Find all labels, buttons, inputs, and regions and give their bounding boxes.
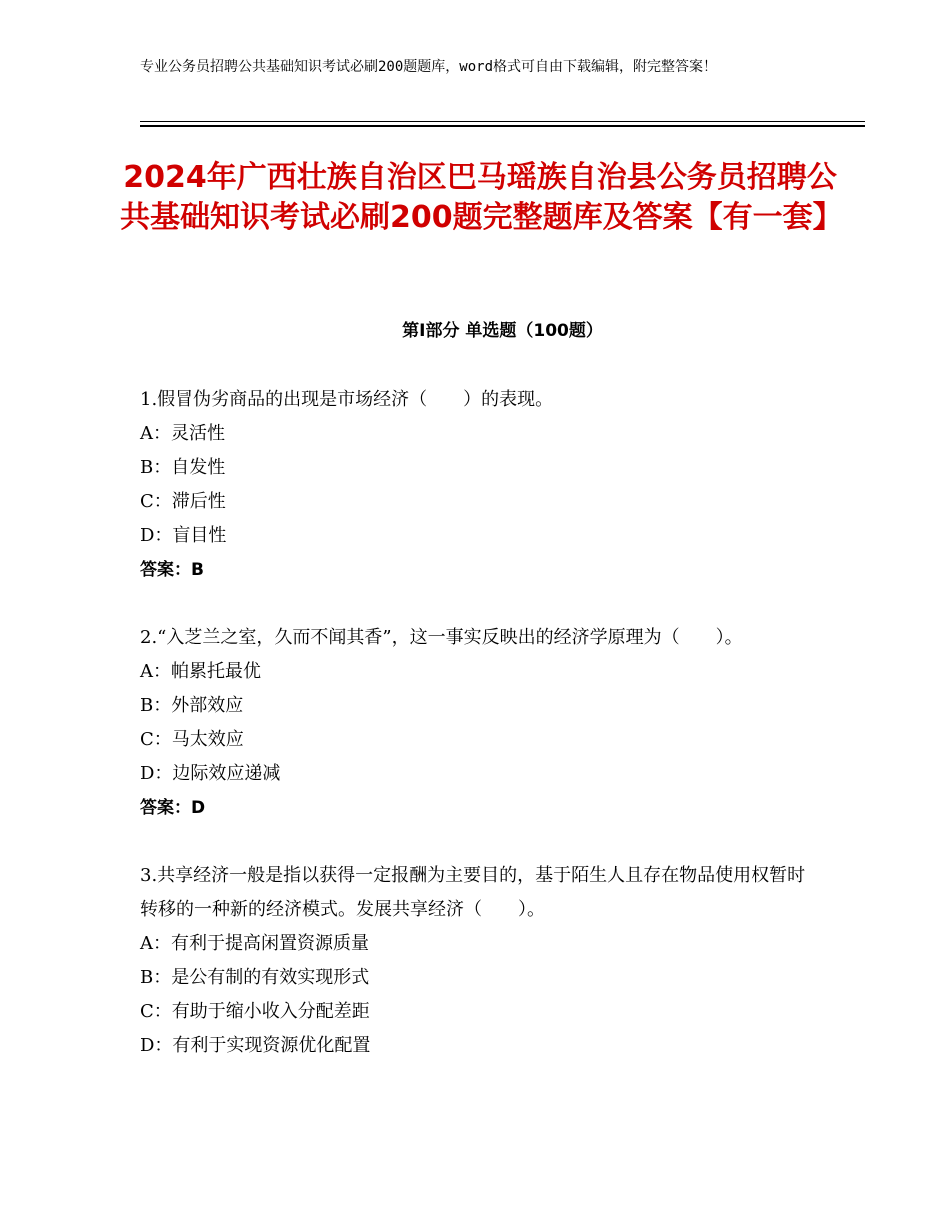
option-a: A：帕累托最优 xyxy=(140,661,261,682)
option-b: B：外部效应 xyxy=(140,695,244,716)
question-3 xyxy=(140,859,810,1063)
question-2 xyxy=(140,621,810,825)
option-d: D：边际效应递减 xyxy=(140,763,281,784)
spacer xyxy=(140,825,810,859)
spacer xyxy=(140,587,810,621)
question-stem: 1.假冒伪劣商品的出现是市场经济（ ）的表现。 xyxy=(140,389,554,410)
answer: 答案：B xyxy=(140,560,204,580)
header-rule-thick xyxy=(140,125,865,127)
header-note: 专业公务员招聘公共基础知识考试必刷200题题库，word格式可自由下载编辑，附完整答案！ xyxy=(140,59,717,75)
question-1 xyxy=(140,383,810,587)
question-list xyxy=(140,383,810,1063)
answer: 答案：D xyxy=(140,798,206,818)
document-title: 2024年广西壮族自治区巴马瑶族自治县公务员招聘公共基础知识考试必刷200题完整题库及答案【有一套】 xyxy=(120,160,843,235)
section-title: 第Ⅰ部分 单选题（100题） xyxy=(402,321,603,341)
option-c: C：马太效应 xyxy=(140,729,244,750)
question-stem: 2.“入芝兰之室，久而不闻其香”，这一事实反映出的经济学原理为（ ）。 xyxy=(140,627,743,648)
question-stem: 3.共享经济一般是指以获得一定报酬为主要目的，基于陌生人且存在物品使用权暂时转移的一种新的经济模式。发展共享经济（ ）。 xyxy=(140,865,806,920)
option-b: B：是公有制的有效实现形式 xyxy=(140,967,370,988)
option-d: D：有利于实现资源优化配置 xyxy=(140,1035,371,1056)
option-c: C：有助于缩小收入分配差距 xyxy=(140,1001,370,1022)
option-c: C：滞后性 xyxy=(140,491,226,512)
header-rule-thin xyxy=(140,121,865,122)
option-a: A：有利于提高闲置资源质量 xyxy=(140,933,369,954)
option-a: A：灵活性 xyxy=(140,423,225,444)
option-b: B：自发性 xyxy=(140,457,226,478)
option-d: D：盲目性 xyxy=(140,525,227,546)
